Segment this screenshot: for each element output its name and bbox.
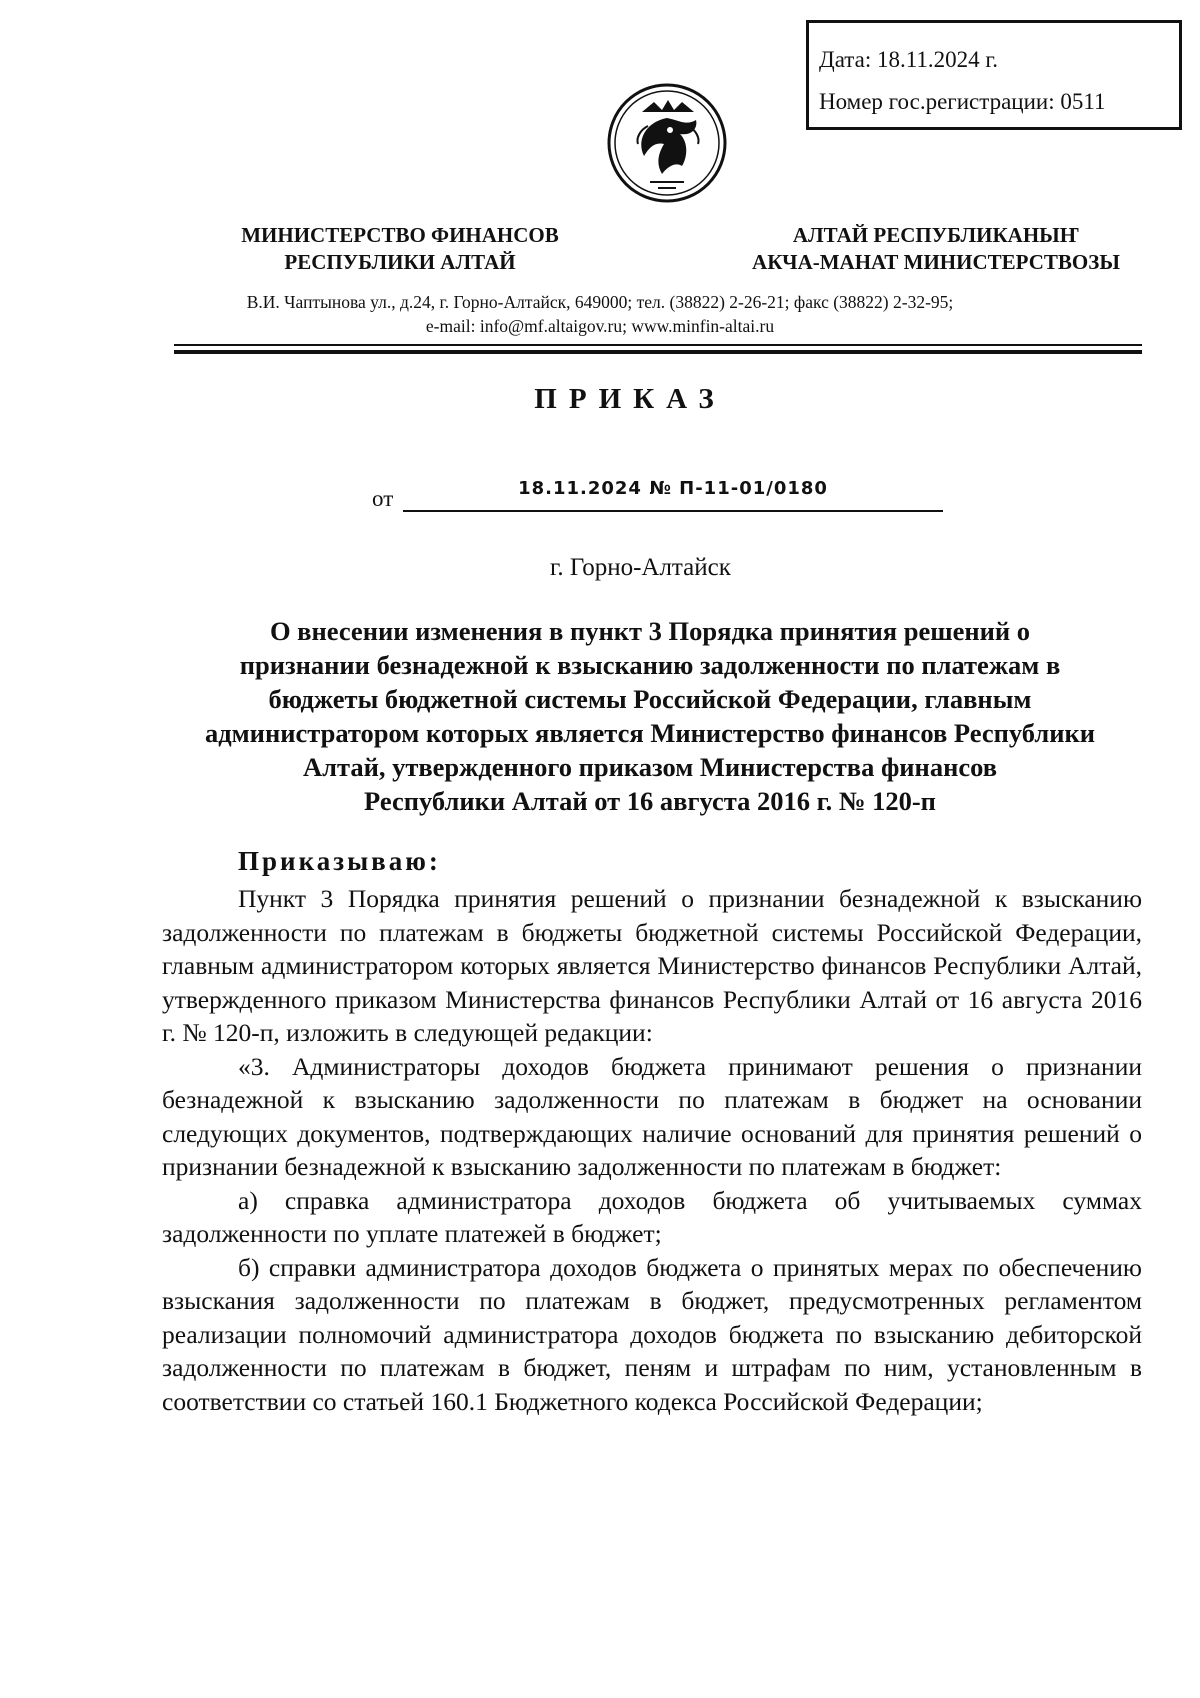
body-paragraph: Пункт 3 Порядка принятия решений о признании безнадежной к взысканию задолженности по платежам в бюджеты бюджетной системы Российской Федерации, главным администратором которых является Министерство финансов Республики Алтай, утвержденного приказом Министерства финансов Республики Алтай от 16 августа 2016 г. № 120-п, изложить в следующей редакции: (162, 884, 1142, 1047)
registration-box (806, 20, 1182, 130)
ministry-name-russian-line1: МИНИСТЕРСТВО ФИНАНСОВ (241, 223, 559, 247)
header-divider-thin (174, 344, 1142, 346)
title-line: бюджеты бюджетной системы Российской Федерации, главным (268, 684, 1032, 714)
ministry-name-altai (726, 222, 1146, 276)
ministry-name-russian (200, 222, 600, 276)
title-line: Алтай, утвержденного приказом Министерства финансов (302, 752, 998, 782)
title-line: признании безнадежной к взысканию задолженности по платежам в (239, 650, 1061, 680)
header-divider-thick (174, 350, 1142, 354)
ministry-name-altai-line2: АКЧА-МАНАТ МИНИСТЕРСТВОЗЫ (752, 250, 1120, 274)
title-line: Республики Алтай от 16 августа 2016 г. № 120-п (364, 786, 936, 816)
body-paragraph: б) справки администратора доходов бюджета о принятых мерах по обеспечению взыскания задолженности по платежам в бюджет, предусмотренных регламентом реализации полномочий администратора доходов бюджета по взысканию дебиторской задолженности по платежам в бюджет, пеням и штрафам по ним, установленным в соответствии со статьей 160.1 Бюджетного кодекса Российской Федерации; (162, 1252, 1142, 1416)
body-paragraph: а) справка администратора доходов бюджета об учитываемых суммах задолженности по уплате платежей в бюджет; (162, 1185, 1142, 1248)
ministry-name-altai-line1: АЛТАЙ РЕСПУБЛИКАНЫҤ (792, 223, 1080, 247)
order-verb: Приказываю: (238, 846, 441, 876)
date-underline (403, 510, 943, 512)
contact-info (150, 290, 1050, 338)
document-subject-title (162, 614, 1138, 818)
title-line: О внесении изменения в пункт 3 Порядка принятия решений о (269, 616, 1031, 646)
contact-address: В.И. Чаптынова ул., д.24, г. Горно-Алтайск, 649000; тел. (38822) 2-26-21; факс (38822) 2-32-95; (246, 292, 954, 312)
document-city: г. Горно-Алтайск (550, 554, 731, 581)
republic-altai-coat-of-arms-icon (606, 82, 728, 204)
title-line: администратором которых является Министерство финансов Республики (204, 718, 1096, 748)
ministry-name-russian-line2: РЕСПУБЛИКИ АЛТАЙ (284, 250, 516, 274)
document-date-number: 18.11.2024 № П-11-01/0180 (518, 478, 828, 499)
date-from-label: от (372, 486, 394, 511)
contact-email: e-mail: info@mf.altaigov.ru; www.minfin-altai.ru (425, 316, 775, 336)
document-kind-title: ПРИКАЗ (534, 383, 726, 415)
document-body (162, 882, 1142, 1418)
registration-number: Номер гос.регистрации: 0511 (819, 89, 1106, 114)
registration-date: Дата: 18.11.2024 г. (819, 47, 998, 72)
body-paragraph: «3. Администраторы доходов бюджета принимают решения о признании безнадежной к взысканию задолженности по платежам в бюджет на основании следующих документов, подтверждающих наличие оснований для принятия решений о признании безнадежной к взысканию задолженности по платежам в бюджет: (162, 1051, 1142, 1181)
